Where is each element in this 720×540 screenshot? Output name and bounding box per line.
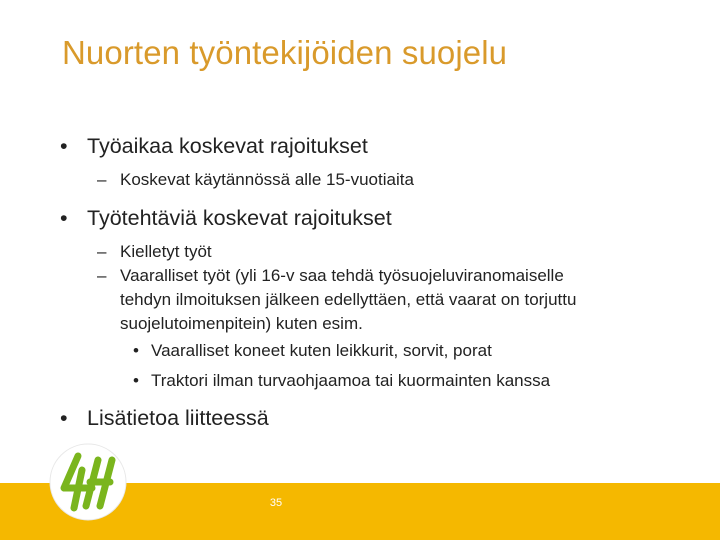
sub-bullet-line: tehdyn ilmoituksen jälkeen edellyttäen, että vaarat on torjuttu xyxy=(120,290,577,309)
page-number: 35 xyxy=(269,497,283,509)
sub-sub-bullet-machines: • Vaaralliset koneet kuten leikkurit, sorvit, porat xyxy=(60,336,700,366)
sub-bullet-line: Vaaralliset työt (yli 16-v saa tehdä työsuojeluviranomaiselle xyxy=(120,266,564,285)
bullet-more-info: • Lisätietoa liitteessä xyxy=(60,402,700,434)
sub-bullet-text: Kielletyt työt xyxy=(120,242,212,261)
sub-bullet-line: suojelutoimenpitein) kuten esim. xyxy=(120,314,363,333)
sub-sub-bullet-tractor: • Traktori ilman turvaohjaamoa tai kuormainten kanssa xyxy=(60,366,700,396)
bullet-working-hours: • Työaikaa koskevat rajoitukset xyxy=(60,130,700,162)
bullet-list xyxy=(60,130,700,434)
sub-bullet-under-15: – Koskevat käytännössä alle 15-vuotiaita xyxy=(97,170,414,189)
bullet-work-tasks: • Työtehtäviä koskevat rajoitukset xyxy=(60,202,700,234)
sub-bullet-prohibited-work: – Kielletyt työt xyxy=(97,242,212,261)
sub-bullet-text: Koskevat käytännössä alle 15-vuotiaita xyxy=(120,170,414,189)
slide-title: Nuorten työntekijöiden suojelu xyxy=(62,34,508,71)
4h-logo-icon xyxy=(48,442,128,522)
sub-bullet-dangerous-work: – Vaaralliset työt (yli 16-v saa tehdä työsuojeluviranomaiselle tehdyn ilmoituksen jälkeen edellyttäen, että vaarat on torjuttu suojelutoimenpitein) kuten esim. xyxy=(60,264,700,336)
